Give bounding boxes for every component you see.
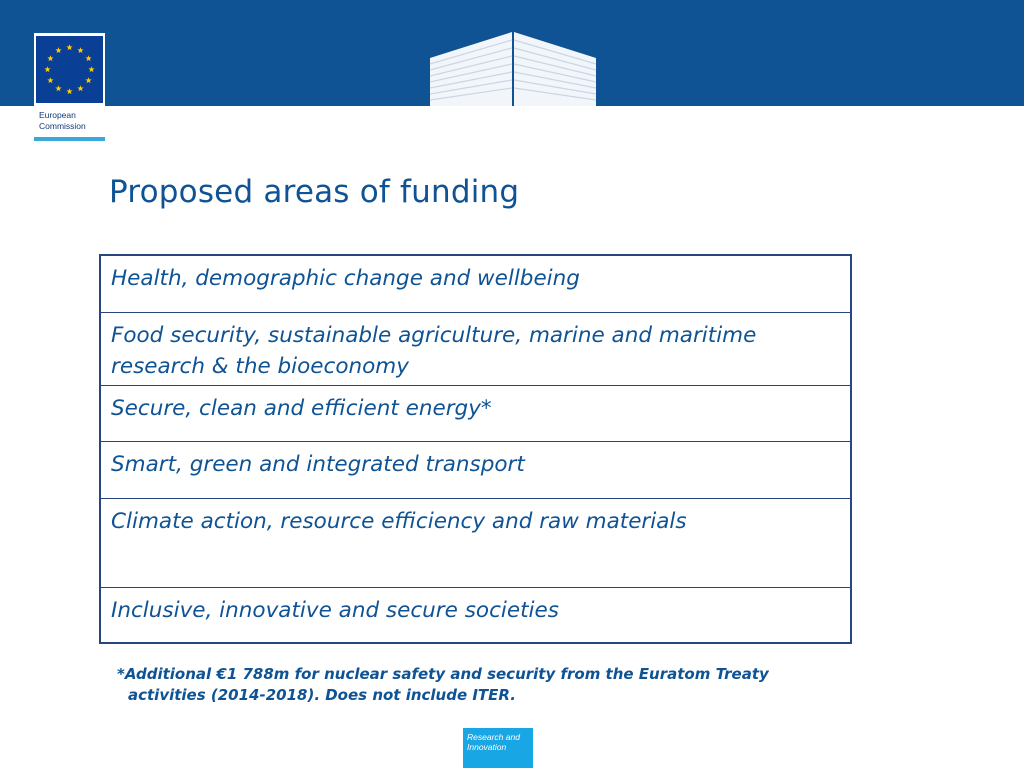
star-icon [77, 47, 83, 53]
research-innovation-badge [463, 728, 533, 768]
table-row: Climate action, resource efficiency and raw materials [101, 498, 850, 587]
eu-flag-icon [36, 36, 103, 103]
star-icon [47, 77, 53, 83]
star-icon [85, 77, 91, 83]
star-icon [88, 66, 94, 72]
building-graphic-icon [428, 28, 598, 110]
star-icon [47, 55, 53, 61]
table-row: Inclusive, innovative and secure societies [101, 587, 850, 642]
logo-line-1: European [39, 110, 76, 120]
footnote-line-2: activities (2014-2018). Does not include ITER. [128, 686, 516, 704]
footnote-line-1: *Additional €1 788m for nuclear safety and security from the Euratom Treaty [117, 665, 769, 683]
badge-line-1: Research and [467, 732, 520, 742]
star-icon [85, 55, 91, 61]
star-icon [66, 44, 72, 50]
table-row: Smart, green and integrated transport [101, 441, 850, 498]
star-icon [55, 85, 61, 91]
star-icon [44, 66, 50, 72]
logo-text [39, 110, 109, 132]
table-row: Secure, clean and efficient energy* [101, 385, 850, 441]
logo-line-2: Commission [39, 121, 86, 131]
slide-title: Proposed areas of funding [109, 174, 520, 210]
funding-areas-table [99, 254, 852, 644]
star-icon [77, 85, 83, 91]
table-row: Health, demographic change and wellbeing [111, 266, 580, 291]
footnote [117, 664, 877, 706]
badge-text [467, 732, 531, 752]
table-row: Food security, sustainable agriculture, marine and maritime research & the bioeconomy [101, 312, 850, 385]
star-icon [66, 88, 72, 94]
star-icon [55, 47, 61, 53]
badge-line-2: Innovation [467, 742, 507, 752]
logo-stripe [34, 137, 105, 141]
